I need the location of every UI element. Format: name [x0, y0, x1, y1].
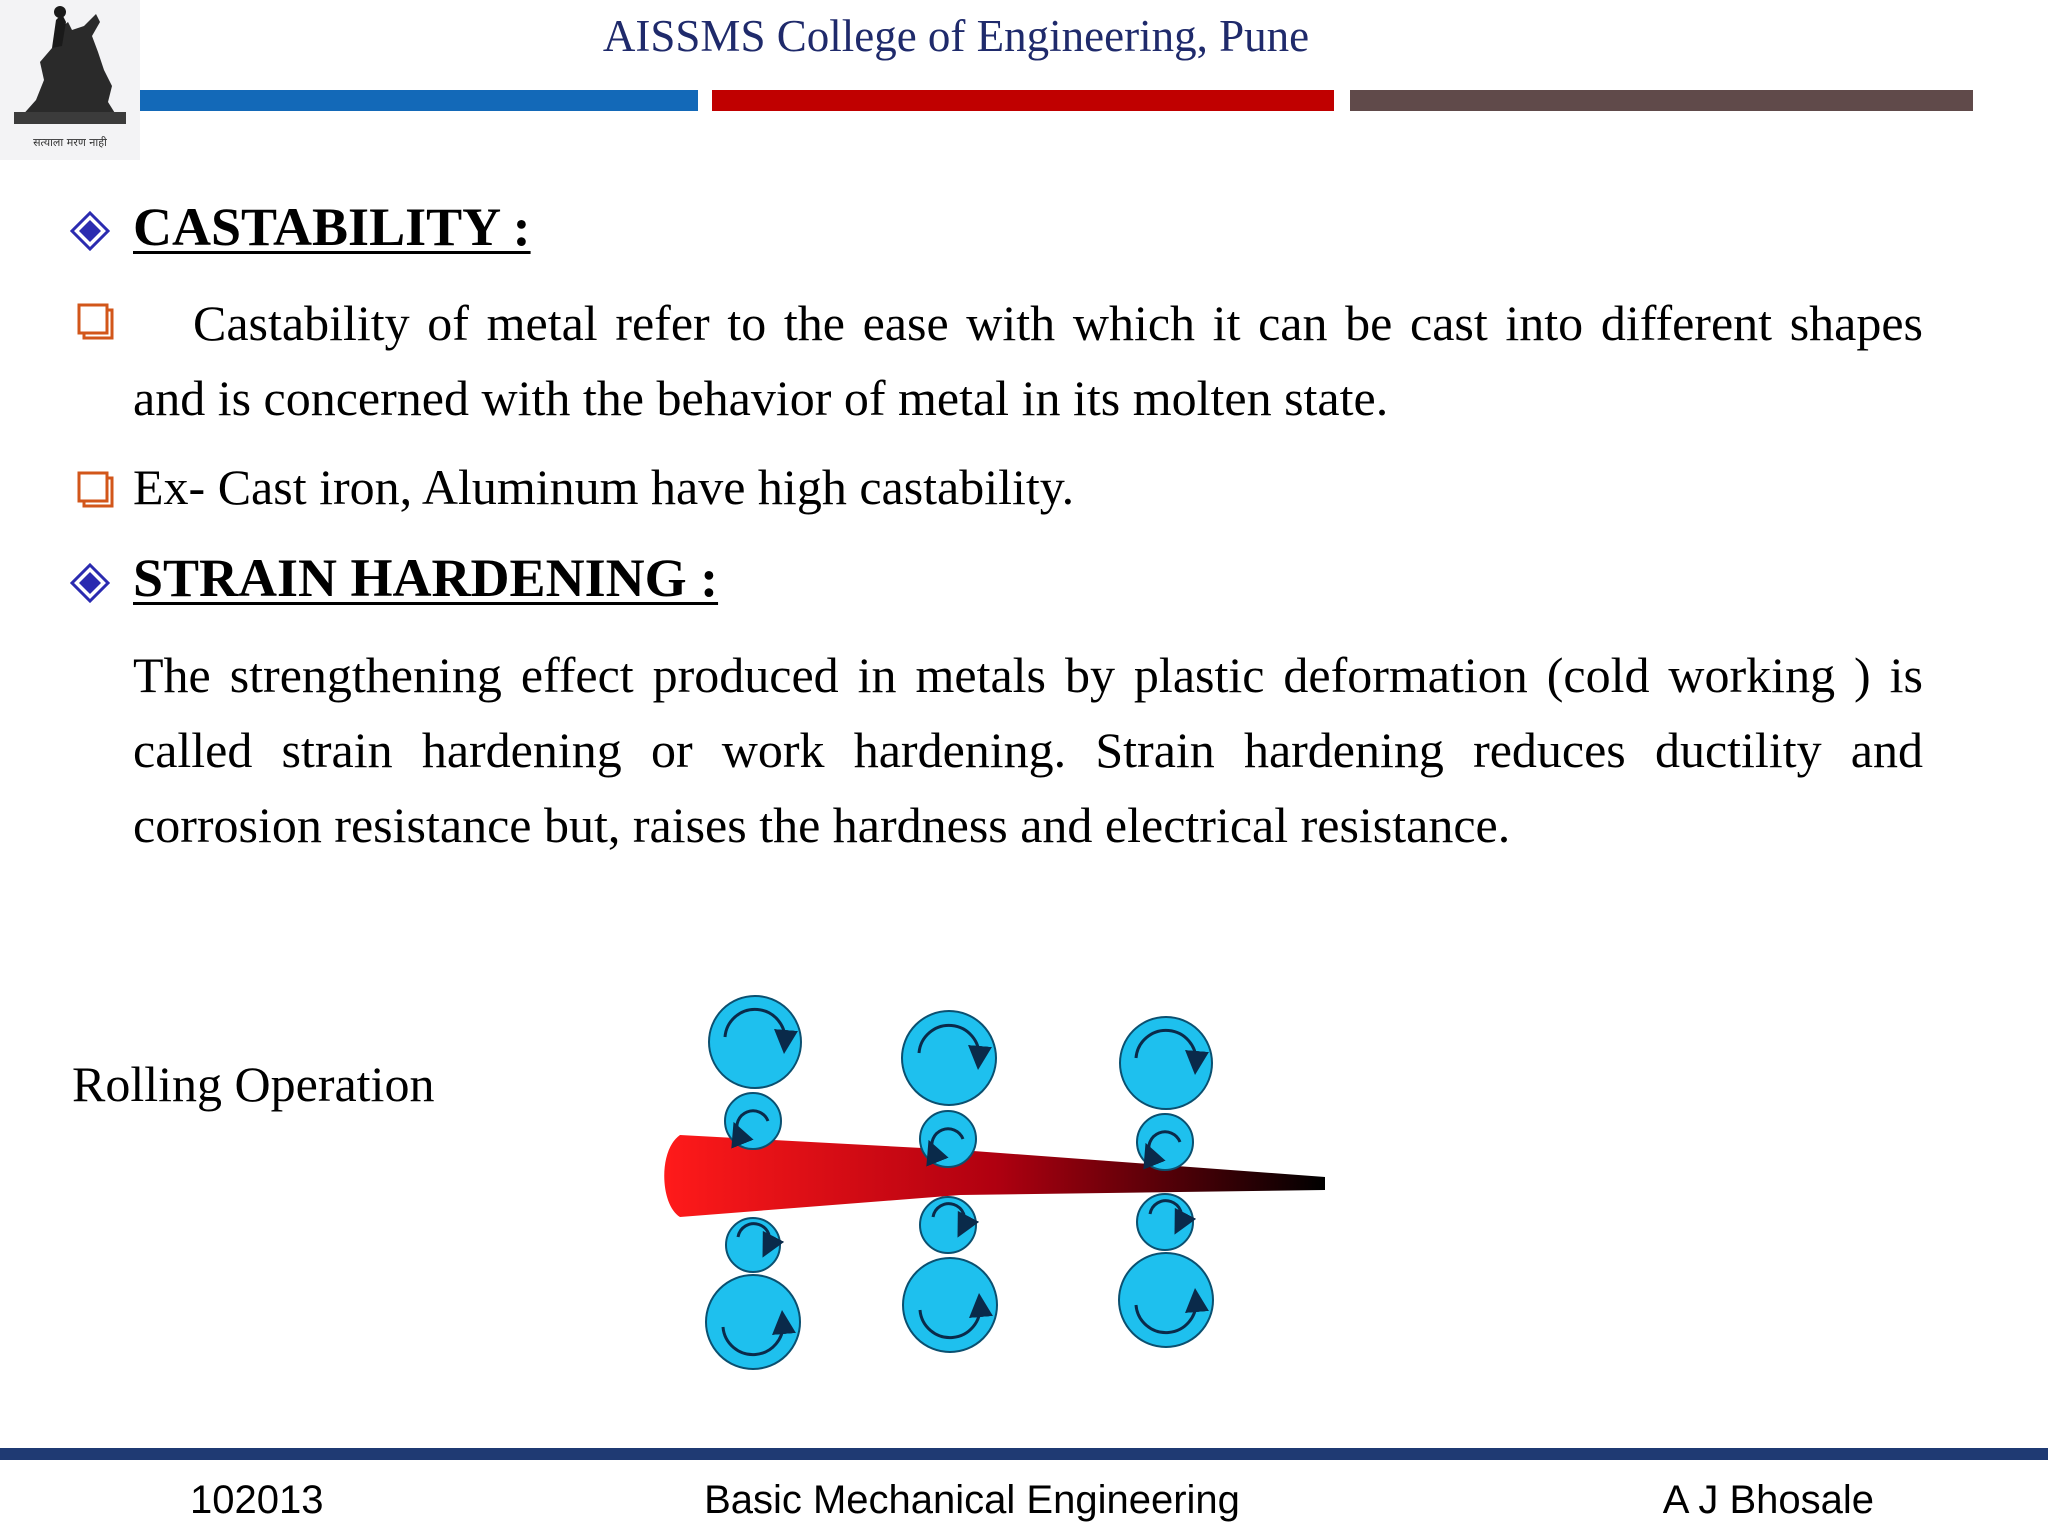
course-code: 102013	[190, 1478, 324, 1522]
college-title: AISSMS College of Engineering, Pune	[602, 11, 1310, 61]
castability-example: Ex- Cast iron, Aluminum have high castability.	[133, 459, 1075, 515]
logo-motto: सत्याला मरण नाही	[33, 136, 107, 149]
footer-rule	[0, 1448, 2048, 1460]
author-name: A J Bhosale	[1662, 1478, 1874, 1522]
header-bar-red	[712, 90, 1334, 111]
square-bullet-icon	[76, 302, 114, 340]
header-bar-brown	[1350, 90, 1973, 111]
course-name: Basic Mechanical Engineering	[704, 1478, 1240, 1522]
header-bar-blue	[140, 90, 698, 111]
castability-definition: Castability of metal refer to the ease with which it can be cast into different shapes and is concerned with the behavior of metal in its molten state.	[133, 295, 1923, 426]
diamond-bullet-icon	[70, 563, 110, 603]
figure-caption: Rolling Operation	[72, 1056, 435, 1112]
diamond-bullet-icon	[70, 211, 110, 251]
castability-heading: CASTABILITY :	[133, 197, 531, 257]
square-bullet-icon	[76, 470, 114, 508]
strain-hardening-text: The strengthening effect produced in metals by plastic deformation (cold working ) is called strain hardening or work hardening. Strain hardening reduces ductility and corrosion resistance but, raises the hardness and electrical resistance.	[133, 647, 1923, 853]
rolling-operation-diagram	[660, 985, 1340, 1385]
strain-hardening-heading: STRAIN HARDENING :	[133, 548, 719, 608]
